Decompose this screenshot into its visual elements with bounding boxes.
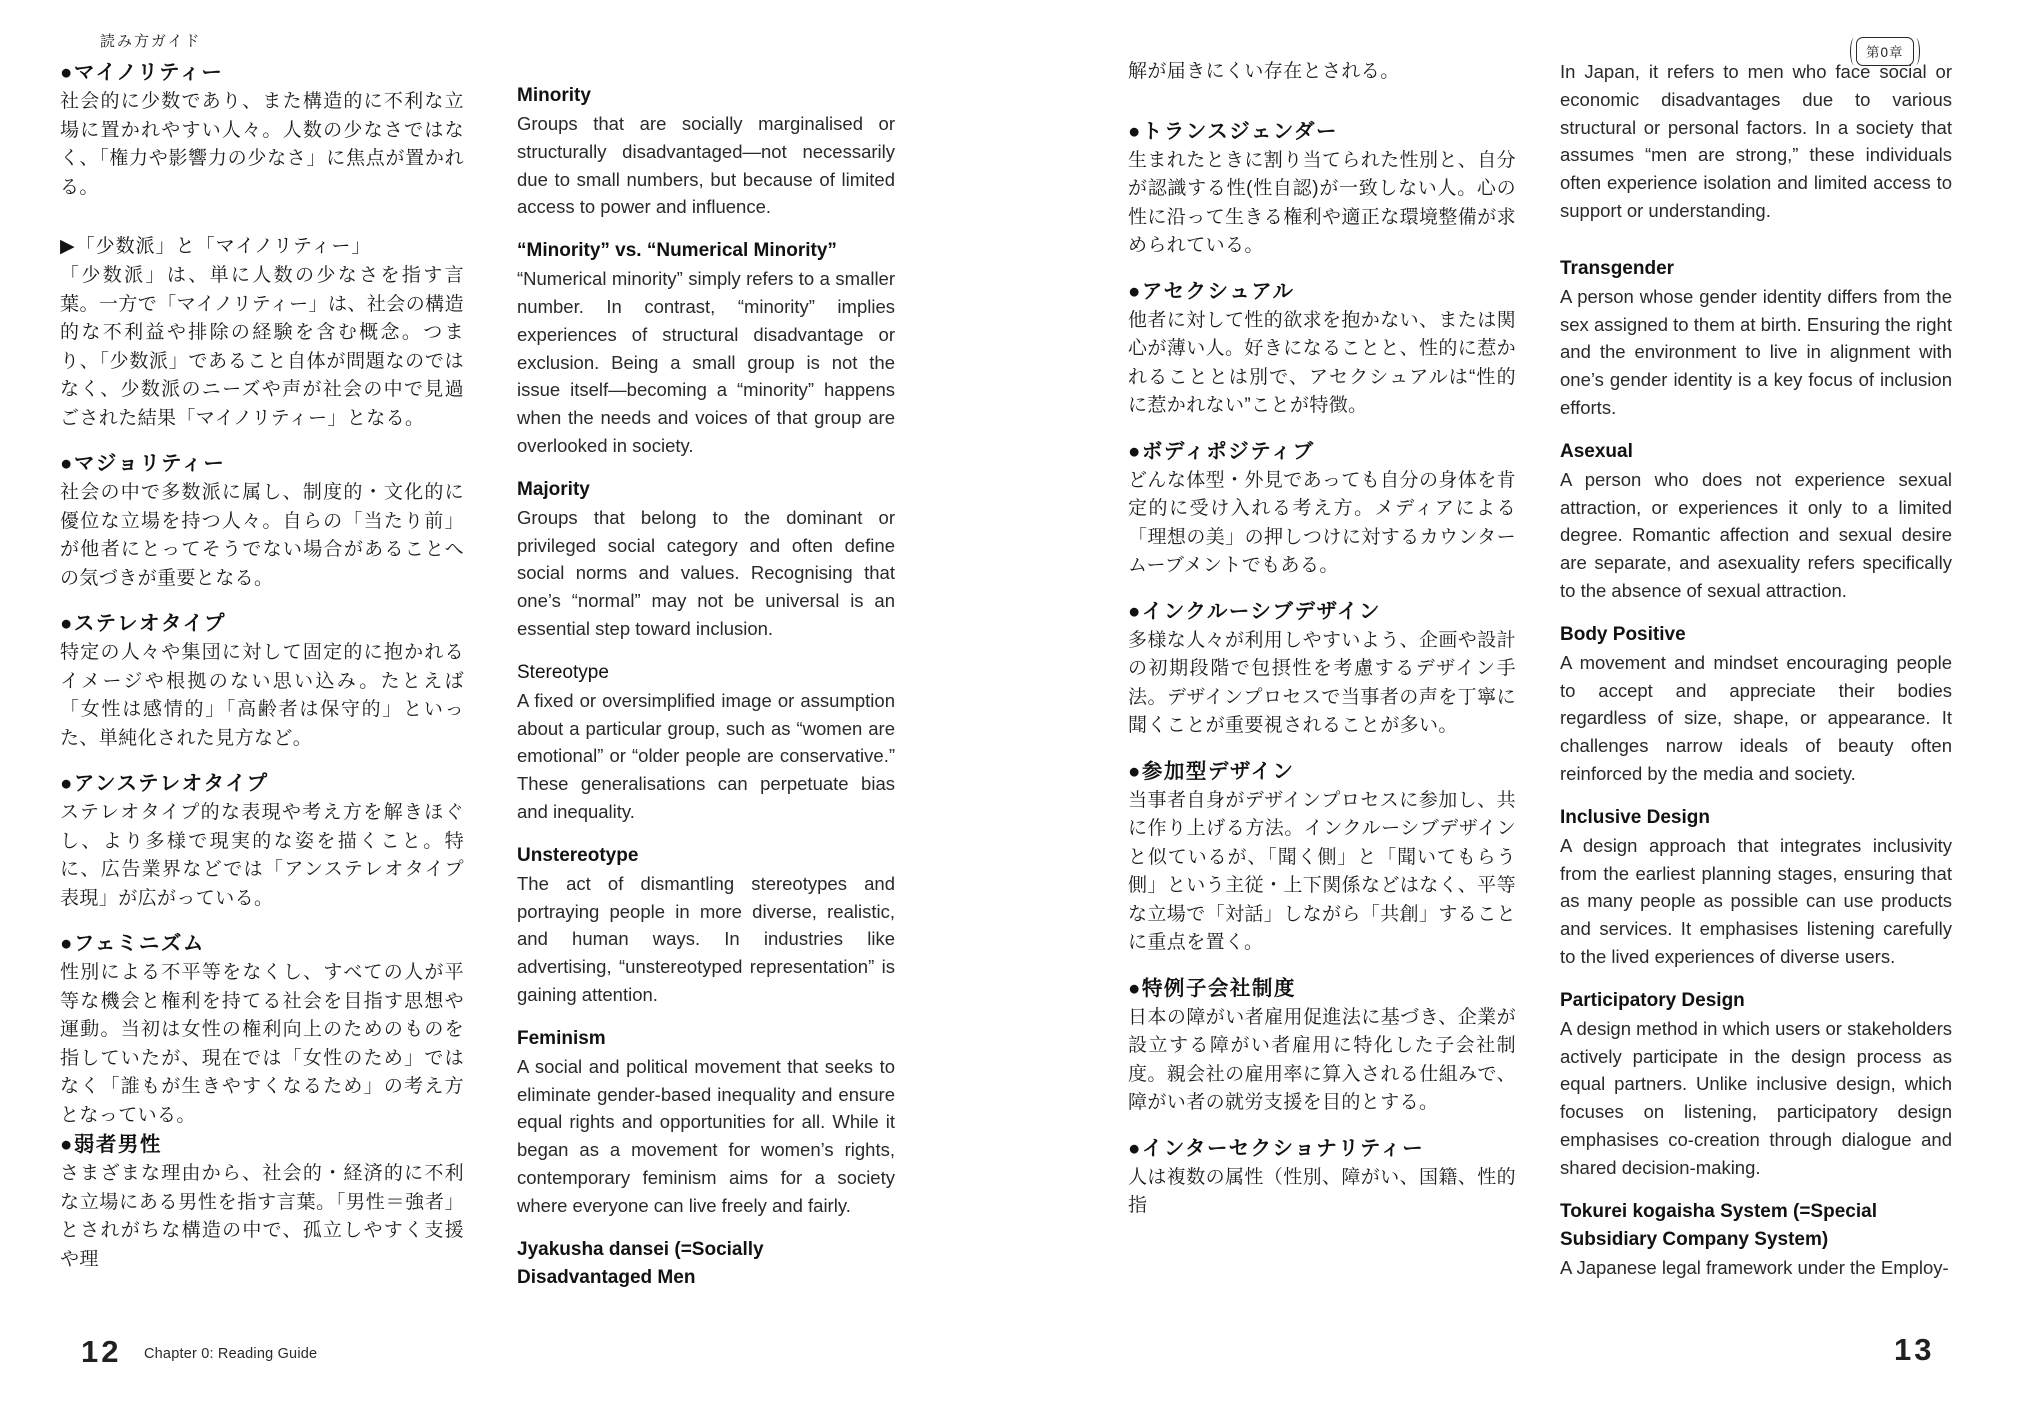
term-definition: ステレオタイプ的な表現や考え方を解きほぐし、より多様で現実的な姿を描くこと。特に、広告業界などでは「アンステレオタイプ表現」が広がっている。 [60, 802, 464, 909]
term-definition: 「少数派」は、単に人数の少なさを指す言葉。一方で「マイノリティー」は、社会の構造的な不利益や排除の経験を含む概念。つまり、「少数派」であること自体が問題なのではなく、少数派のニーズや声が社会の中で見過ごされた結果「マイノリティー」となる。 [60, 265, 464, 429]
term-definition: 社会の中で多数派に属し、制度的・文化的に優位な立場を持つ人々。自らの「当たり前」が他者にとってそうでない場合があることへの気づきが重要となる。 [60, 482, 464, 589]
term-heading: ●参加型デザイン [1128, 759, 1295, 783]
glossary-entry [60, 1130, 464, 1274]
glossary-entry [1560, 621, 1952, 788]
term-definition: A design approach that integrates inclusivity from the earliest planning stages, ensuring that as many people as possible can use products and services. It emphasises listening carefully to the lived experiences of diverse users. [1560, 834, 1952, 967]
left-page-english-column [517, 82, 895, 1292]
chapter-badge: 第0章 [1856, 37, 1914, 66]
term-heading: ●アンステレオタイプ [60, 772, 269, 795]
glossary-entry [517, 842, 895, 1009]
glossary-entry [60, 769, 464, 913]
glossary-entry [517, 1236, 895, 1292]
running-header: 読み方ガイド [100, 33, 202, 50]
term-heading: Participatory Design [1560, 989, 1745, 1011]
term-definition: A design method in which users or stakeholders actively participate in the design process as equal partners. Unlike inclusive design, which focuses on listening, participatory design emphasises co-creation through dialogue and shared decision-making. [1560, 1017, 1952, 1178]
page-number-left: 12 [81, 1334, 122, 1369]
term-definition: A fixed or oversimplified image or assumption about a particular group, such as “women are emotional” or “older people are conservative.” These generalisations can perpetuate bias and inequality. [517, 689, 895, 822]
term-heading: Minority [517, 85, 591, 106]
glossary-entry [1128, 757, 1516, 958]
left-page-japanese-column [60, 58, 464, 1274]
term-definition: 生まれたときに割り当てられた性別と、自分が認識する性(性自認)が一致しない人。心の性に沿って生きる権利や適正な環境整備が求められている。 [1128, 149, 1517, 256]
right-page-japanese-column [1128, 58, 1516, 1221]
term-definition: 社会的に少数であり、また構造的に不利な立場に置かれやすい人々。人数の少なさではなく、「権力や影響力の少なさ」に焦点が置かれる。 [60, 91, 464, 198]
term-definition: 特定の人々や集団に対して固定的に抱かれるイメージや根拠のない思い込み。たとえば「女性は感情的」「高齢者は保守的」といった、単純化された見方など。 [60, 642, 464, 749]
term-heading: ●トランスジェンダー [1128, 119, 1339, 143]
term-heading: ▶「少数派」と「マイノリティー」 [60, 236, 372, 257]
glossary-entry [517, 659, 895, 826]
term-heading: Body Positive [1560, 623, 1686, 645]
term-heading: ●ボディポジティブ [1128, 439, 1315, 463]
glossary-entry [60, 449, 464, 593]
term-definition: A movement and mindset encouraging people to accept and appreciate their bodies regardless of size, shape, or appearance. It challenges narrow ideals of beauty often reinforced by the media and society. [1560, 651, 1952, 784]
glossary-entry [517, 1025, 895, 1220]
term-heading: ●マイノリティー [60, 61, 224, 84]
term-heading: Majority [517, 478, 590, 500]
glossary-entry [60, 232, 464, 433]
glossary-entry [1128, 597, 1516, 741]
term-heading: Jyakusha dansei (=Socially Disadvantaged Men [517, 1238, 764, 1288]
term-heading: ●特例子会社制度 [1128, 976, 1296, 1000]
glossary-entry [517, 237, 895, 460]
glossary-entry [60, 58, 464, 202]
term-definition: 人は複数の属性（性別、障がい、国籍、性的指 [1128, 1166, 1517, 1216]
term-heading: ●ステレオタイプ [60, 612, 227, 635]
glossary-entry [1560, 255, 1952, 422]
glossary-entry [1128, 1134, 1516, 1221]
glossary-entry [1128, 277, 1516, 421]
term-heading: Unstereotype [517, 844, 639, 866]
term-definition: 多様な人々が利用しやすいよう、企画や設計の初期段階で包摂性を考慮するデザイン手法。デザインプロセスで当事者の声を丁寧に聞くことが重要視されることが多い。 [1128, 629, 1517, 736]
term-heading: ●アセクシュアル [1128, 279, 1295, 303]
glossary-entry [60, 609, 464, 753]
term-heading: ●インクルーシブデザイン [1128, 599, 1382, 623]
glossary-entry [1560, 1198, 1952, 1282]
term-heading: ●インターセクショナリティー [1128, 1136, 1425, 1160]
term-definition: A person whose gender identity differs from the sex assigned to them at birth. Ensuring the right and the environment to live in alignment with one’s gender identity is a key focus of inclusion efforts. [1560, 285, 1952, 418]
term-definition: A person who does not experience sexual attraction, or experiences it only to a limited degree. Romantic affection and sexual desire are separate, and asexuality refers specifically to the absence of sexual attraction. [1560, 468, 1952, 601]
term-heading: ●弱者男性 [60, 1133, 162, 1156]
term-heading: Stereotype [517, 661, 609, 683]
glossary-entry [60, 929, 464, 1130]
term-definition: 性別による不平等をなくし、すべての人が平等な機会と権利を持てる社会を目指す思想や運動。当初は女性の権利向上のためのものを指していたが、現在では「女性のため」ではなく「誰もが生きやすくなるため」の考え方となっている。 [60, 962, 464, 1126]
glossary-entry [1560, 804, 1952, 971]
term-definition: 当事者自身がデザインプロセスに参加し、共に作り上げる方法。インクルーシブデザインと似ているが、「聞く側」と「聞いてもらう側」という主従・上下関係などはなく、平等な立場で「対話」しながら「共創」することに重点を置く。 [1128, 789, 1517, 953]
term-definition: The act of dismantling stereotypes and portraying people in more diverse, realistic, and human ways. In industries like advertising, “unstereotyped representation” is gaining attention. [517, 872, 895, 1005]
term-heading: ●マジョリティー [60, 452, 226, 475]
term-heading: Inclusive Design [1560, 806, 1710, 828]
term-definition: Groups that belong to the dominant or privileged social category and often define social norms and values. Recognising that one’s “normal” may not be universal is an essential step toward inclusion. [517, 506, 895, 639]
term-definition: 日本の障がい者雇用促進法に基づき、企業が設立する障がい者雇用に特化した子会社制度。親会社の雇用率に算入される仕組みで、障がい者の就労支援を目的とする。 [1128, 1006, 1516, 1113]
right-page-english-column [1560, 58, 1952, 1281]
term-definition: 他者に対して性的欲求を抱かない、または関心が薄い人。好きになることと、性的に惹かれることとは別で、アセクシュアルは“性的に惹かれない”ことが特徴。 [1128, 309, 1517, 416]
glossary-entry [517, 476, 895, 643]
glossary-entry [1560, 438, 1952, 605]
term-heading: Asexual [1560, 440, 1633, 462]
glossary-entry [1128, 117, 1516, 261]
glossary-entry [1128, 437, 1516, 581]
term-definition: Groups that are socially marginalised or structurally disadvantaged—not necessarily due to small numbers, but because of limited access to power and influence. [517, 113, 895, 218]
term-definition: A Japanese legal framework under the Employ- [1560, 1256, 1949, 1278]
term-heading: Feminism [517, 1027, 606, 1049]
term-heading: “Minority” vs. “Numerical Minority” [517, 240, 837, 262]
term-heading: ●フェミニズム [60, 932, 205, 955]
term-definition: どんな体型・外見であっても自分の身体を肯定的に受け入れる考え方。メディアによる「理想の美」の押しつけに対するカウンタームーブメントでもある。 [1128, 469, 1516, 576]
term-definition: A social and political movement that seeks to eliminate gender-based inequality and ensure equal rights and opportunities for all. While it began as a movement for women’s rights, contemporary feminism aims for a society where everyone can live freely and fairly. [517, 1055, 895, 1216]
glossary-entry [1128, 974, 1516, 1118]
footer-caption: Chapter 0: Reading Guide [144, 1346, 318, 1362]
term-heading: Tokurei kogaisha System (=Special Subsidiary Company System) [1560, 1200, 1877, 1250]
continued-text: In Japan, it refers to men who face social or economic disadvantages due to various structural or personal factors. In a society that assumes “men are strong,” these individuals often experience isolation and limited access to support or understanding. [1560, 61, 1952, 221]
glossary-entry [1560, 987, 1952, 1182]
glossary-entry [517, 82, 895, 221]
page-number-right: 13 [1894, 1332, 1935, 1367]
term-definition: “Numerical minority” simply refers to a smaller number. In contrast, “minority” implies experiences of structural disadvantage or exclusion. Being a small group is not the issue itself—becoming a “minority” happens when the needs and voices of that group are overlooked in society. [517, 268, 895, 456]
term-heading: Transgender [1560, 257, 1675, 279]
continued-text: 解が届きにくい存在とされる。 [1128, 61, 1400, 82]
term-definition: さまざまな理由から、社会的・経済的に不利な立場にある男性を指す言葉。「男性＝強者」とされがちな構造の中で、孤立しやすく支援や理 [60, 1163, 464, 1270]
